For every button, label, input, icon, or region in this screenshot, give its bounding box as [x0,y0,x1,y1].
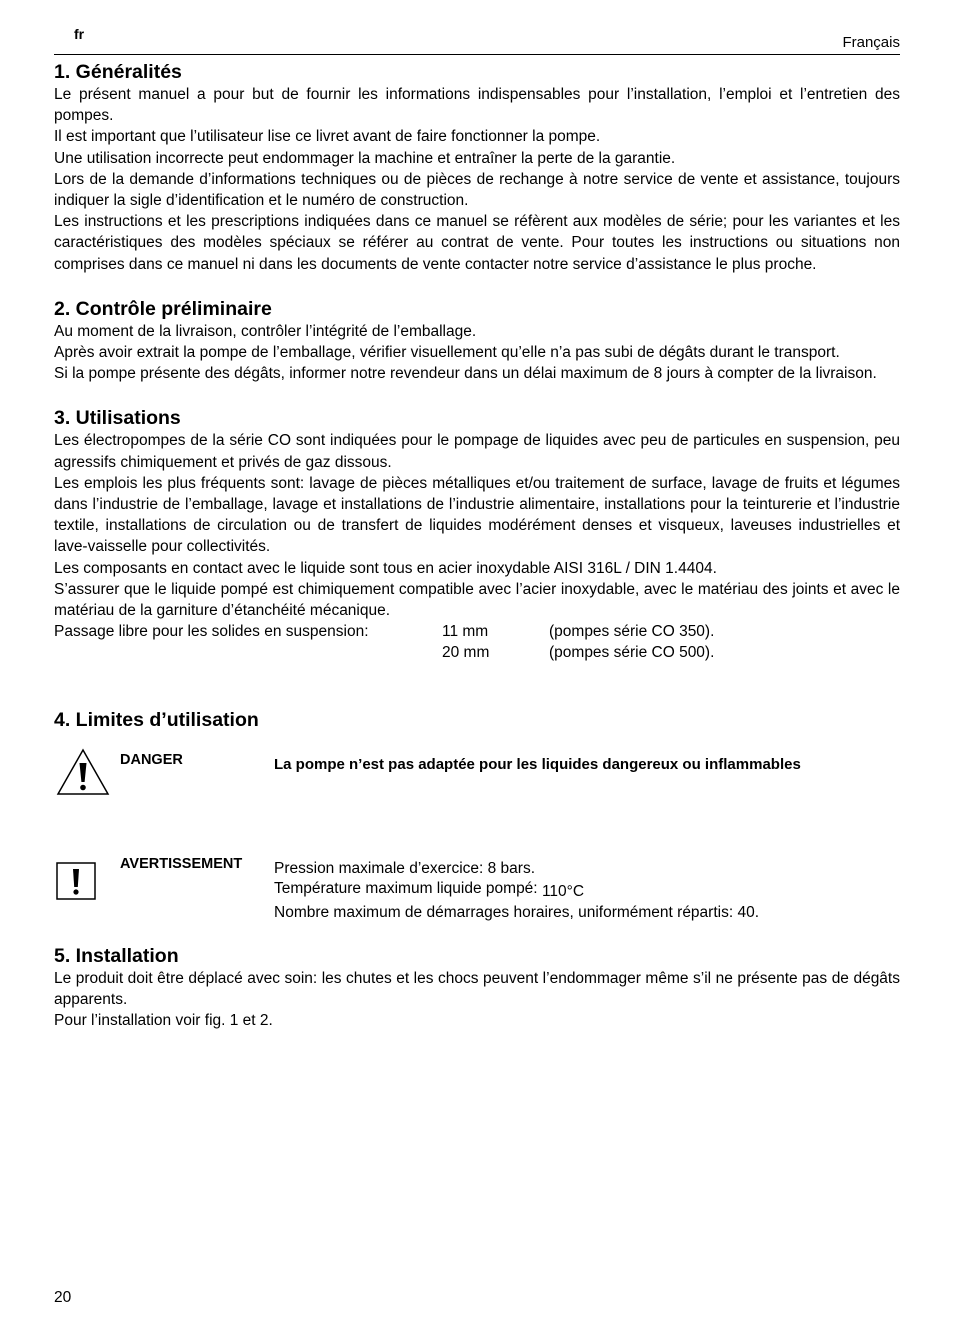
paragraph: Une utilisation incorrecte peut endommager la machine et entraîner la perte de la garantie. [54,149,676,167]
page-number: 20 [54,1289,72,1306]
max-pressure: Pression maximale d’exercice: 8 bars. [274,859,536,877]
section-installation [54,944,900,1032]
danger-text: La pompe n’est pas adaptée pour les liquides dangereux ou inflammables [274,755,801,773]
paragraph: Pour l’installation voir fig. 1 et 2. [54,1012,273,1030]
paragraph: Il est important que l’utilisateur lise ce livret avant de faire fonctionner la pompe. [54,128,601,146]
paragraph: Les instructions et les prescriptions indiquées dans ce manuel se réfèrent aux modèles de série; pour les variantes et les caractéristiques des modèles spéciaux se référer au contrat de vente. Pour toutes les instructions ou situations non comprises dans ce manuel ni dans les documents de vente contacter notre service d’assistance le plus proche. [54,213,900,273]
language-code: fr [74,26,85,42]
solids-size: 20 mm [442,644,490,662]
section-utilisations [54,406,900,663]
paragraph: Lors de la demande d’informations techniques ou de pièces de rechange à notre service de vente et assistance, toujours indiquer la sigle d’identification et le numéro de construction. [54,170,900,210]
language-name: Français [842,34,900,51]
warning-label: AVERTISSEMENT [120,855,243,872]
solids-size: 11 mm [442,623,489,641]
solids-label: Passage libre pour les solides en suspension: [54,623,369,641]
paragraph: S’assurer que le liquide pompé est chimiquement compatible avec l’acier inoxydable, avec le matériau des joints et avec le matériau de la garniture d’étanchéité mécanique. [54,580,900,620]
section-title: 2. Contrôle préliminaire [54,297,272,320]
paragraph: Le produit doit être déplacé avec soin: les chutes et les chocs peuvent l’endommager même s’il ne présente pas de dégâts apparents. [54,969,900,1008]
page-content [54,60,900,1031]
solids-note: (pompes série CO 500). [549,644,715,662]
section-title: 1. Généralités [54,61,182,83]
max-starts: Nombre maximum de démarrages horaires, uniformément répartis: 40. [274,903,759,921]
section-limites [54,708,900,944]
warning-notice [54,850,900,944]
max-temperature-label: Température maximum liquide pompé: [274,880,538,898]
danger-triangle-icon [56,748,110,796]
paragraph: Si la pompe présente des dégâts, informer notre revendeur dans un délai maximum de 8 jours à compter de la livraison. [54,365,877,383]
header-rule [54,54,900,55]
warning-text [274,858,900,924]
warning-exclamation-icon [56,862,96,900]
section-title: 3. Utilisations [54,407,181,430]
paragraph: Après avoir extrait la pompe de l’emballage, vérifier visuellement qu’elle n’a pas subi de dégâts durant le transport. [54,344,840,362]
danger-label: DANGER [120,751,183,768]
section-title: 4. Limites d’utilisation [54,708,259,731]
paragraph: Les électropompes de la série CO sont indiquées pour le pompage de liquides avec peu de particules en suspension, peu agressifs chimiquement et privés de gaz dissous. [54,432,900,471]
paragraph: Le présent manuel a pour but de fournir les informations indispensables pour l’installation, l’emploi et l’entretien des pompes. [54,86,900,125]
section-controle [54,297,900,385]
solids-note: (pompes série CO 350). [549,623,715,641]
section-title: 5. Installation [54,944,179,967]
max-temperature [274,878,900,900]
paragraph: Au moment de la livraison, contrôler l’intégrité de l’emballage. [54,322,477,340]
section-generalites [54,60,900,275]
max-temperature-value: 110°C [541,883,585,901]
paragraph: Les emplois les plus fréquents sont: lavage de pièces métalliques et/ou traitement de surface, lavage de fruits et légumes dans l’industrie de l’emballage, lavage et installations de l’industrie alimentaire, installations pour la teinturerie et l’industrie textile, installations de circulation ou de transfert de liquides modérément denses et visqueux, laveuses industrielles et lave-vaisselle pour collectivités. [54,474,900,556]
danger-notice [54,732,900,850]
paragraph: Les composants en contact avec le liquide sont tous en acier inoxydable AISI 316L / DIN 1.4404. [54,559,717,577]
solids-passage-table [54,621,900,663]
